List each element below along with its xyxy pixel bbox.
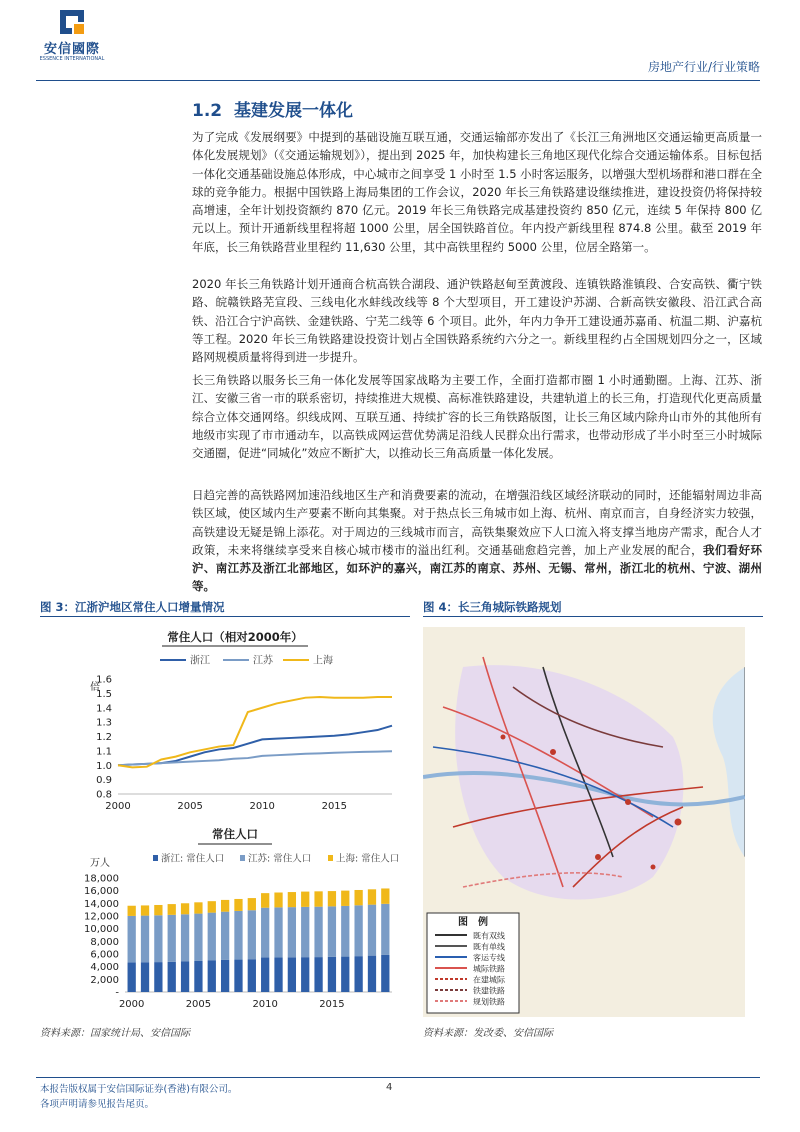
line-x-tick: 2015 <box>321 801 348 812</box>
bar-chart-x-axis <box>119 999 345 1010</box>
line-y-tick: 1.4 <box>96 703 112 715</box>
bar-segment-2000 <box>128 962 136 992</box>
bar-segment-2007 <box>221 900 229 912</box>
footer-line-2: 各项声明请参见报告尾页。 <box>40 1099 155 1110</box>
line-series-浙江 <box>118 726 392 766</box>
line-y-tick: 1.3 <box>96 717 112 729</box>
logo-mark-icon <box>58 8 86 36</box>
bar-y-tick: 12,000 <box>84 911 119 923</box>
bar-segment-2001 <box>141 905 149 915</box>
bar-y-tick: 14,000 <box>84 898 119 910</box>
bar-segment-2003 <box>168 962 176 992</box>
bar-segment-2006 <box>208 901 216 912</box>
bar-segment-2014 <box>314 891 322 906</box>
section-title <box>192 96 353 121</box>
line-y-tick: 1.6 <box>96 674 112 686</box>
fig4-title: 图 4：长三角城际铁路规划 <box>423 600 562 614</box>
line-chart <box>40 622 410 820</box>
map-legend-label: 规划铁路 <box>473 997 505 1007</box>
bar-segment-2003 <box>168 904 176 915</box>
map-legend-label: 既有单线 <box>473 942 505 952</box>
bar-segment-2015 <box>328 906 336 957</box>
report-category: 房地产行业/行业策略 <box>647 60 760 74</box>
bar-segment-2019 <box>381 904 389 955</box>
bar-y-tick: 4,000 <box>90 962 119 974</box>
line-y-tick: 1.5 <box>96 688 112 700</box>
map-legend-label: 在建城际 <box>473 975 505 985</box>
bar-segment-2012 <box>288 957 296 992</box>
bar-segment-2004 <box>181 914 189 961</box>
line-chart-series <box>118 697 392 767</box>
bar-segment-2001 <box>141 916 149 963</box>
bar-segment-2010 <box>261 958 269 992</box>
bar-segment-2013 <box>301 907 309 957</box>
bar-segment-2016 <box>341 906 349 957</box>
bar-segment-2007 <box>221 912 229 960</box>
bar-x-tick: 2015 <box>319 999 345 1010</box>
line-series-江苏 <box>118 751 392 765</box>
bar-segment-2016 <box>341 891 349 906</box>
fig3-source: 资料来源：国家统计局、安信国际 <box>40 1028 190 1039</box>
line-chart-x-axis <box>105 801 347 812</box>
bar-segment-2002 <box>154 962 162 992</box>
bar-x-tick: 2005 <box>185 999 212 1010</box>
stacked-bar-chart <box>40 820 410 1018</box>
line-y-tick: 1.0 <box>96 760 112 772</box>
map-legend-label: 铁建铁路 <box>473 986 505 996</box>
bar-segment-2011 <box>274 907 282 957</box>
bar-segment-2006 <box>208 913 216 961</box>
line-chart-y-axis <box>96 675 392 801</box>
bar-segment-2002 <box>154 915 162 962</box>
bar-segment-2018 <box>368 889 376 904</box>
bar-segment-2018 <box>368 956 376 992</box>
logo-text-en: ESSENCE INTERNATIONAL <box>39 56 105 62</box>
paragraph-4-text: 日趋完善的高铁路网加速沿线地区生产和消费要素的流动，在增强沿线区域经济联动的同时，还能辐射周边非高铁区域，使区域内生产要素不断向其集聚。对于热点长三角城市如上海、杭州、南京而言，自身经济实力较强，高铁建设无疑是锦上添花。对于周边的三线城市而言，高铁集聚效应下人口流入将支撑当地房产需求，配合人才政策，未来将继续享受来自核心城市楼市的溢出红利。交通基础愈趋完善，加上产业发展的配合， <box>192 488 762 557</box>
bar-segment-2014 <box>314 907 322 957</box>
bar-y-tick: 10,000 <box>84 924 119 936</box>
line-x-tick: 2000 <box>105 801 131 812</box>
fig4-title-rule <box>423 616 763 617</box>
line-chart-ylabel: 倍 <box>90 682 100 693</box>
bar-segment-2011 <box>274 957 282 992</box>
section-title-text: 基建发展一体化 <box>233 101 353 121</box>
bar-segment-2009 <box>248 959 256 992</box>
fig3-title-rule <box>40 616 410 617</box>
bar-segment-2017 <box>354 905 362 956</box>
paragraph-1: 为了完成《发展纲要》中提到的基础设施互联互通，交通运输部亦发出了《长江三角洲地区交通运输更高质量一体化发展规划》（《交通运输规划》），提出到 2025 年，加快构建长三角地区现代化综合交通运输体系。目标包括一体化交通基础设施总体形成，中心城市之间享受 1 小时至 1.5 小时客运服务，以增强大型机场群和港口群在全球的竞争能力。根据中国铁路上海局集团的工作会议，2020 年长三角铁路建设继续推进，建设投资仍将保持较高增速，全年计划投资额约 870 亿元。2019 年长三角铁路完成基建投资约 850 亿元，连续 5 年保持 800 亿元以上。预计开通新线里程将超 1000 公里，居全国铁路首位。年内投产新线里程 874.8 公里。截至 2019 年年底，长三角铁路营业里程约 11,630 公里，其中高铁里程约 5000 公里，位居全路第一。 <box>192 130 762 254</box>
page-number: 4 <box>386 1082 393 1093</box>
bar-y-tick: 16,000 <box>84 886 119 898</box>
bar-segment-2013 <box>301 957 309 992</box>
bar-segment-2008 <box>234 911 242 960</box>
bar-chart-title: 常住人口 <box>212 827 258 841</box>
bar-segment-2012 <box>288 892 296 907</box>
fig4-source: 资料来源：发改委、安信国际 <box>423 1028 553 1039</box>
bar-segment-2007 <box>221 960 229 992</box>
bar-segment-2017 <box>354 890 362 905</box>
bar-legend-swatch <box>240 855 245 861</box>
line-x-tick: 2005 <box>177 801 203 812</box>
bar-segment-2003 <box>168 915 176 962</box>
bar-segment-2006 <box>208 960 216 992</box>
bar-segment-2013 <box>301 892 309 907</box>
bar-segment-2008 <box>234 960 242 992</box>
bar-segment-2000 <box>128 906 136 916</box>
fig3-title: 图 3：江浙沪地区常住人口增量情况 <box>40 600 225 614</box>
bar-segment-2000 <box>128 916 136 962</box>
line-x-tick: 2010 <box>249 801 275 812</box>
bar-legend-swatch <box>153 855 158 861</box>
map-legend-label: 既有双线 <box>473 931 505 941</box>
bar-segment-2010 <box>261 908 269 958</box>
bar-segment-2010 <box>261 893 269 908</box>
line-chart-title: 常住人口（相对2000年） <box>167 630 303 644</box>
footer-divider <box>36 1077 760 1078</box>
map-legend-label: 客运专线 <box>473 953 505 963</box>
section-number: 1.2 <box>192 101 223 121</box>
paragraph-2: 2020 年长三角铁路计划开通商合杭高铁合湖段、通沪铁路赵甸至黄渡段、连镇铁路淮镇段、合安高铁、衢宁铁路、皖赣铁路芜宣段、三线电化水蚌线改线等 8 个大型项目，开工建设沪苏湖、合新高铁安徽段、沿江武合高铁、沿江合宁沪高铁、金建铁路、宁芜二线等 6 个项目。此外，年内力争开工建设通苏嘉甬、杭温二期、沪嘉杭等工程。2020 年长三角铁路建设投资计划占全国铁路系统约六分之一。新线里程约占全国规划四分之一，区域路网规模质量将得到进一步提升。 <box>192 277 762 365</box>
bar-segment-2018 <box>368 905 376 956</box>
bar-segment-2012 <box>288 907 296 957</box>
bar-legend-label: 江苏: 常住人口 <box>248 853 312 865</box>
bar-segment-2011 <box>274 893 282 908</box>
map-legend-label: 城际铁路 <box>473 964 505 974</box>
bar-y-tick: 8,000 <box>90 936 119 948</box>
bar-segment-2001 <box>141 962 149 992</box>
bar-y-tick: - <box>115 987 119 999</box>
bar-chart-bars <box>128 888 390 992</box>
bar-y-tick: 6,000 <box>90 949 119 961</box>
bar-segment-2017 <box>354 956 362 992</box>
bar-x-tick: 2010 <box>252 999 278 1010</box>
bar-chart-legend <box>153 853 399 865</box>
header-divider <box>36 80 760 81</box>
bar-segment-2004 <box>181 903 189 914</box>
line-y-tick: 0.8 <box>96 789 112 801</box>
bar-legend-swatch <box>328 855 333 861</box>
paragraph-3: 长三角铁路以服务长三角一体化发展等国家战略为主要工作，全面打造都市圈 1 小时通勤圈。上海、江苏、浙江、安徽三省一市的联系密切，持续推进大规模、高标准铁路建设，共建轨道上的长三角，打造现代化更高质量综合立体交通网络。织线成网、互联互通、持续扩容的长三角铁路版图，让长三角区域内除舟山市外的其他所有地级市实现了市市通动车，以高铁成网运营优势满足沿线人民群众出行需求，也带动形成了半小时至三小时城际交通圈，促进“同城化”效应不断扩大，以推动长三角高质量一体化发展。 <box>192 373 762 461</box>
bar-x-tick: 2000 <box>118 999 145 1010</box>
bar-y-tick: 18,000 <box>84 873 119 885</box>
bar-chart-ylabel: 万人 <box>90 858 110 869</box>
bar-segment-2005 <box>194 961 202 992</box>
bar-segment-2019 <box>381 888 389 903</box>
line-y-tick: 1.2 <box>96 732 112 743</box>
footer-disclaimer <box>40 1082 237 1112</box>
bar-segment-2008 <box>234 899 242 911</box>
bar-segment-2015 <box>328 957 336 992</box>
bar-segment-2016 <box>341 957 349 992</box>
footer-line-1: 本报告版权属于安信国际证券(香港)有限公司。 <box>40 1084 238 1095</box>
rail-network-map <box>423 627 745 1017</box>
logo-text-cn: 安信國際 <box>43 42 100 57</box>
bar-segment-2005 <box>194 914 202 961</box>
bar-legend-label: 上海: 常住人口 <box>336 853 400 865</box>
bar-segment-2009 <box>248 910 256 959</box>
bar-segment-2015 <box>328 891 336 906</box>
line-y-tick: 1.1 <box>96 746 112 758</box>
paragraph-4 <box>192 486 762 596</box>
bar-segment-2019 <box>381 955 389 992</box>
paragraph-4-highlight: 我们看好环沪、南江苏及浙江北部地区，如环沪的嘉兴，南江苏的南京、苏州、无锡、常州，浙江北的杭州、宁波、湖州等。 <box>192 542 763 594</box>
line-chart-legend <box>160 654 333 667</box>
map-legend-title: 图 例 <box>458 917 488 928</box>
line-legend-label: 上海 <box>313 655 333 667</box>
line-y-tick: 0.9 <box>96 775 112 787</box>
bar-legend-label: 浙江: 常住人口 <box>161 853 225 865</box>
line-legend-label: 浙江 <box>190 655 210 667</box>
bar-segment-2004 <box>181 961 189 992</box>
line-legend-label: 江苏 <box>253 655 273 667</box>
bar-segment-2009 <box>248 898 256 910</box>
bar-y-tick: 2,000 <box>90 974 119 986</box>
bar-segment-2014 <box>314 957 322 992</box>
bar-segment-2005 <box>194 902 202 913</box>
bar-segment-2002 <box>154 905 162 915</box>
